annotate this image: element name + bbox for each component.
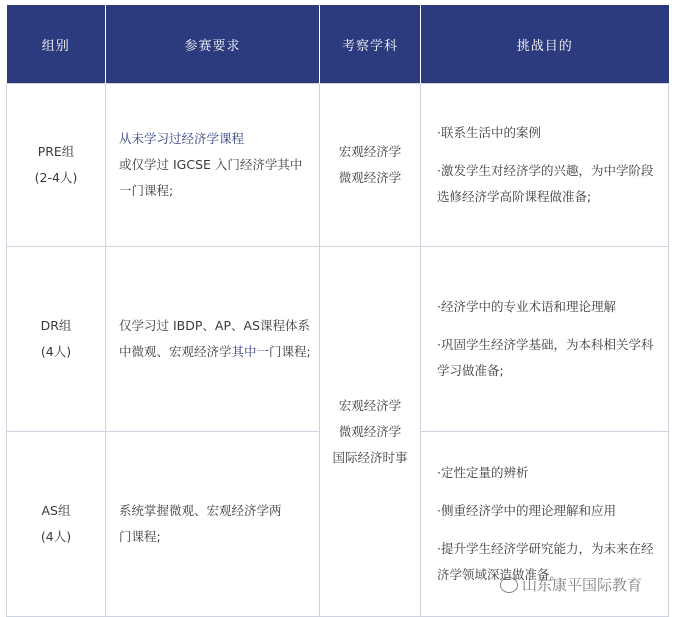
requirement-text: 门课程; (269, 344, 311, 359)
requirement-text: 系统掌握微观、宏观经济学两 (119, 503, 282, 518)
requirement-text: 门课程; (119, 529, 161, 544)
requirement-text: 仅学习过 IBDP、AP、AS课程体系中微观、宏观经济学 (119, 318, 310, 359)
group-size: (2-4人) (34, 170, 78, 185)
subject-item: 微观经济学 (338, 170, 402, 185)
header-subjects: 考察学科 (320, 5, 421, 84)
header-group: 组别 (7, 5, 106, 84)
goal-item: ·激发学生对经济学的兴趣，为中学阶段选修经济学高阶课程做准备; (437, 163, 654, 204)
requirement-text: 或仅学过 IGCSE 入门经济学其中一门课程; (119, 157, 303, 198)
watermark (500, 574, 642, 595)
header-requirements: 参赛要求 (106, 5, 320, 84)
header-goals: 挑战目的 (421, 5, 669, 84)
goals-cell (421, 84, 669, 247)
requirements-cell (106, 432, 320, 617)
goals-cell (421, 247, 669, 432)
requirement-text: 从未学习过经济学课程 (119, 131, 245, 146)
subjects-cell (320, 84, 421, 247)
group-size: (4人) (40, 344, 72, 359)
requirements-cell (106, 247, 320, 432)
subject-item: 国际经济时事 (332, 449, 408, 465)
goal-item: ·经济学中的专业术语和理论理解 (437, 299, 616, 314)
shared-subjects-cell (320, 247, 421, 617)
requirements-cell (106, 84, 320, 247)
group-name: PRE组 (37, 144, 75, 159)
subject-item: 微观经济学 (338, 423, 402, 439)
group-cell (7, 432, 106, 617)
goal-item: ·联系生活中的案例 (437, 125, 541, 140)
group-cell (7, 84, 106, 247)
goal-item: ·巩固学生经济学基础，为本科相关学科学习做准备; (437, 337, 654, 378)
table-row-dr (7, 247, 669, 432)
table-row-pre (7, 84, 669, 247)
group-size: (4人) (40, 529, 72, 544)
group-cell (7, 247, 106, 432)
subject-item: 宏观经济学 (338, 397, 402, 413)
subject-item: 宏观经济学 (338, 144, 402, 159)
requirement-text: 其中一 (231, 344, 270, 359)
competition-groups-table (6, 5, 669, 617)
watermark-text: 山东康平国际教育 (522, 576, 643, 594)
goal-item: ·提升学生经济学研究能力，为未来在经济学领域深造做准备。 (437, 541, 654, 582)
goal-item: ·定性定量的辨析 (437, 465, 529, 480)
header-row (7, 5, 669, 84)
wechat-logo-icon (500, 577, 518, 593)
group-name: AS组 (41, 503, 71, 518)
group-name: DR组 (40, 318, 72, 333)
goal-item: ·侧重经济学中的理论理解和应用 (437, 503, 616, 518)
